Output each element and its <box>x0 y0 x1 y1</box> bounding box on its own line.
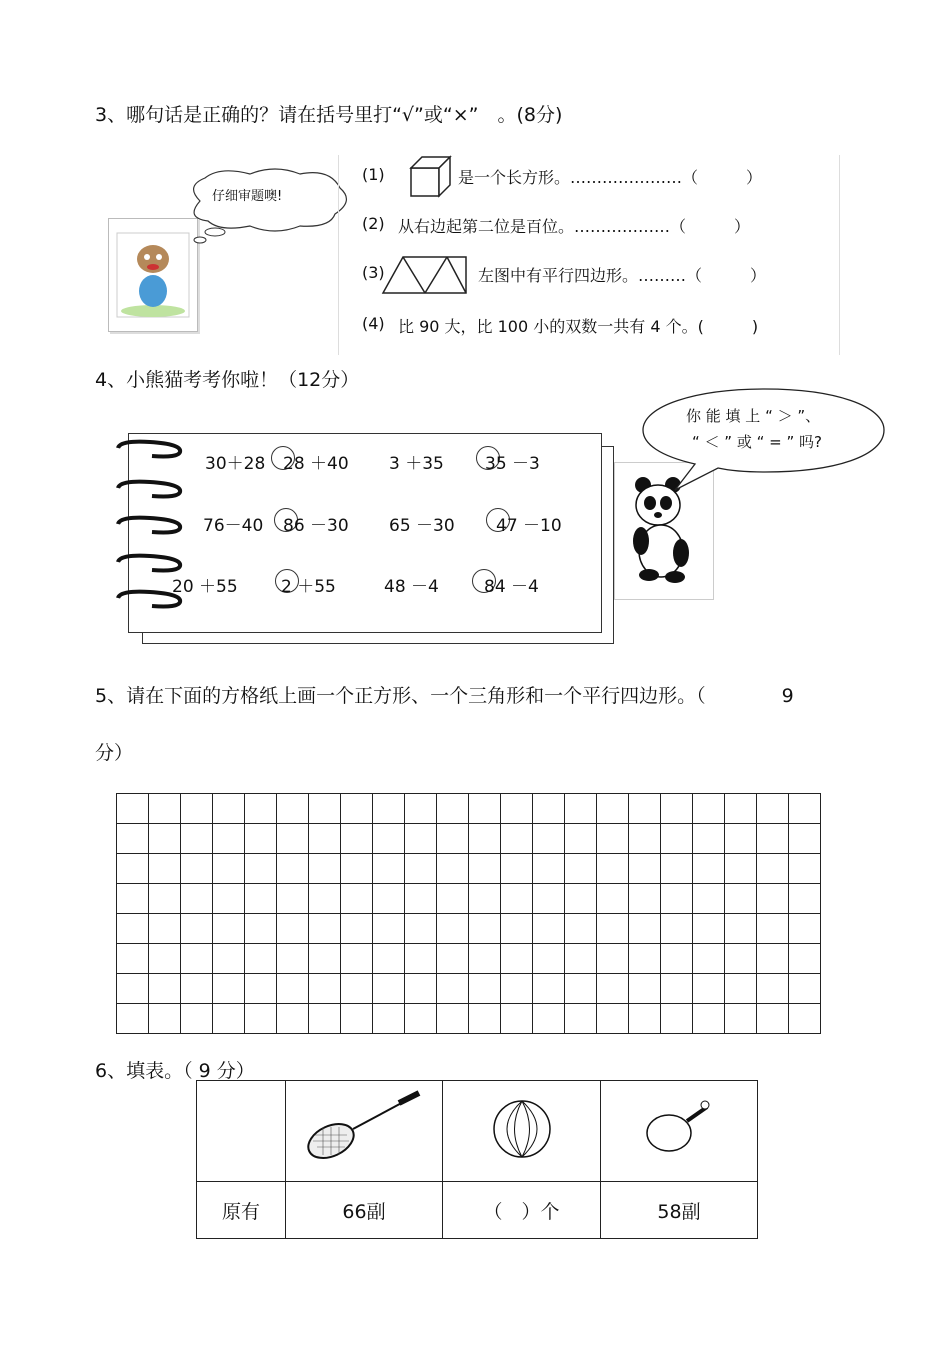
grid-cell[interactable] <box>245 794 277 824</box>
grid-cell[interactable] <box>309 944 341 974</box>
grid-cell[interactable] <box>789 1004 821 1034</box>
grid-cell[interactable] <box>309 884 341 914</box>
badminton-racket-icon <box>299 1089 429 1169</box>
grid-cell[interactable] <box>437 794 469 824</box>
grid-cell[interactable] <box>341 884 373 914</box>
grid-cell[interactable] <box>789 974 821 1004</box>
ball-count-cell[interactable]: （ ）个 <box>443 1182 601 1239</box>
expr-1-2-left: 3 ＋35 <box>389 454 444 474</box>
grid-cell[interactable] <box>501 824 533 854</box>
grid-cell[interactable] <box>437 854 469 884</box>
ball-header-cell <box>443 1081 601 1182</box>
grid-cell[interactable] <box>629 944 661 974</box>
grid-cell[interactable] <box>405 944 437 974</box>
item-1-num: (1) <box>362 165 385 184</box>
grid-cell[interactable] <box>661 914 693 944</box>
grid-cell[interactable] <box>213 974 245 1004</box>
grid-cell[interactable] <box>341 794 373 824</box>
grid-cell[interactable] <box>117 914 149 944</box>
grid-cell[interactable] <box>309 854 341 884</box>
grid-cell[interactable] <box>117 884 149 914</box>
grid-cell[interactable] <box>117 974 149 1004</box>
grid-cell[interactable] <box>533 914 565 944</box>
grid-cell[interactable] <box>597 884 629 914</box>
grid-cell[interactable] <box>533 854 565 884</box>
grid-cell[interactable] <box>597 794 629 824</box>
grid-cell[interactable] <box>565 854 597 884</box>
item-2-num: (2) <box>362 214 385 233</box>
grid-cell[interactable] <box>373 794 405 824</box>
grid-cell[interactable] <box>757 914 789 944</box>
grid-cell[interactable] <box>725 824 757 854</box>
grid-cell[interactable] <box>789 914 821 944</box>
grid-cell[interactable] <box>277 944 309 974</box>
item-3-num: (3) <box>362 263 385 282</box>
grid-cell[interactable] <box>757 884 789 914</box>
grid-cell[interactable] <box>213 944 245 974</box>
grid-cell[interactable] <box>181 974 213 1004</box>
grid-cell[interactable] <box>469 974 501 1004</box>
grid-cell[interactable] <box>117 1004 149 1034</box>
grid-cell[interactable] <box>309 1004 341 1034</box>
grid-cell[interactable] <box>245 944 277 974</box>
grid-cell[interactable] <box>437 914 469 944</box>
q3-title: 3、哪句话是正确的？请在括号里打“√”或“×” 。(8分) <box>95 104 563 126</box>
grid-cell[interactable] <box>245 974 277 1004</box>
grid-cell[interactable] <box>501 794 533 824</box>
grid-cell[interactable] <box>373 854 405 884</box>
grid-cell[interactable] <box>277 794 309 824</box>
grid-cell[interactable] <box>437 1004 469 1034</box>
grid-cell[interactable] <box>341 974 373 1004</box>
grid-cell[interactable] <box>213 794 245 824</box>
paddle-header-cell <box>601 1081 758 1182</box>
racket-count-cell: 66副 <box>286 1182 443 1239</box>
grid-cell[interactable] <box>725 854 757 884</box>
expr-2-1-right: 86 －30 <box>283 516 349 536</box>
grid-cell[interactable] <box>597 974 629 1004</box>
expr-2-1-left: 76－40 <box>203 516 264 536</box>
grid-cell[interactable] <box>469 944 501 974</box>
grid-cell[interactable] <box>693 824 725 854</box>
grid-cell[interactable] <box>533 1004 565 1034</box>
grid-cell[interactable] <box>181 794 213 824</box>
grid-cell[interactable] <box>565 824 597 854</box>
grid-cell[interactable] <box>533 824 565 854</box>
grid-cell[interactable] <box>181 944 213 974</box>
grid-cell[interactable] <box>629 1004 661 1034</box>
grid-cell[interactable] <box>501 974 533 1004</box>
grid-cell[interactable] <box>725 944 757 974</box>
expr-3-2-right: 84 －4 <box>484 577 539 597</box>
grid-cell[interactable] <box>597 854 629 884</box>
grid-cell[interactable] <box>469 824 501 854</box>
header-blank-cell <box>197 1081 286 1182</box>
grid-cell[interactable] <box>117 824 149 854</box>
grid-cell[interactable] <box>309 794 341 824</box>
item-2-text: 从右边起第二位是百位。………………（ ） <box>398 217 751 236</box>
ping-pong-paddle-icon <box>639 1097 719 1161</box>
grid-cell[interactable] <box>597 1004 629 1034</box>
grid-cell[interactable] <box>565 914 597 944</box>
grid-cell[interactable] <box>693 1004 725 1034</box>
grid-cell[interactable] <box>629 794 661 824</box>
grid-cell[interactable] <box>181 854 213 884</box>
grid-cell[interactable] <box>341 854 373 884</box>
grid-cell[interactable] <box>597 914 629 944</box>
fill-table <box>196 1080 758 1239</box>
grid-cell[interactable] <box>405 794 437 824</box>
grid-cell[interactable] <box>757 944 789 974</box>
grid-cell[interactable] <box>149 884 181 914</box>
grid-cell[interactable] <box>245 824 277 854</box>
grid-cell[interactable] <box>565 944 597 974</box>
grid-cell[interactable] <box>309 824 341 854</box>
grid-cell[interactable] <box>309 974 341 1004</box>
grid-cell[interactable] <box>597 944 629 974</box>
grid-cell[interactable] <box>629 914 661 944</box>
grid-cell[interactable] <box>661 884 693 914</box>
grid-cell[interactable] <box>373 824 405 854</box>
grid-cell[interactable] <box>725 974 757 1004</box>
expr-2-2-left: 65 －30 <box>389 516 455 536</box>
grid-cell[interactable] <box>789 794 821 824</box>
grid-cell[interactable] <box>501 884 533 914</box>
grid-cell[interactable] <box>405 884 437 914</box>
grid-cell[interactable] <box>533 794 565 824</box>
grid-cell[interactable] <box>181 884 213 914</box>
grid-cell[interactable] <box>693 854 725 884</box>
expr-1-1-left: 30＋28 <box>205 454 266 474</box>
grid-paper[interactable] <box>116 793 821 1034</box>
item-4-num: (4) <box>362 314 385 333</box>
grid-cell[interactable] <box>661 824 693 854</box>
grid-cell[interactable] <box>149 794 181 824</box>
grid-cell[interactable] <box>725 914 757 944</box>
grid-cell[interactable] <box>277 884 309 914</box>
grid-cell[interactable] <box>373 1004 405 1034</box>
grid-cell[interactable] <box>405 914 437 944</box>
grid-cell[interactable] <box>437 944 469 974</box>
grid-cell[interactable] <box>373 884 405 914</box>
grid-cell[interactable] <box>149 974 181 1004</box>
grid-cell[interactable] <box>341 944 373 974</box>
item-4-text: 比 90 大，比 100 小的双数一共有 4 个。( ) <box>398 317 759 336</box>
grid-cell[interactable] <box>149 1004 181 1034</box>
grid-cell[interactable] <box>405 974 437 1004</box>
grid-cell[interactable] <box>565 794 597 824</box>
grid-cell[interactable] <box>501 914 533 944</box>
grid-cell[interactable] <box>789 884 821 914</box>
item-3-text: 左图中有平行四边形。………（ ） <box>478 266 767 285</box>
grid-cell[interactable] <box>309 914 341 944</box>
row-label-cell: 原有 <box>197 1182 286 1239</box>
grid-cell[interactable] <box>149 944 181 974</box>
grid-cell[interactable] <box>181 914 213 944</box>
grid-cell[interactable] <box>501 1004 533 1034</box>
grid-cell[interactable] <box>565 884 597 914</box>
grid-cell[interactable] <box>533 884 565 914</box>
grid-cell[interactable] <box>181 824 213 854</box>
expr-3-1-left: 20 ＋55 <box>172 577 238 597</box>
grid-cell[interactable] <box>181 1004 213 1034</box>
grid-cell[interactable] <box>437 974 469 1004</box>
grid-cell[interactable] <box>693 914 725 944</box>
grid-cell[interactable] <box>117 854 149 884</box>
grid-cell[interactable] <box>149 824 181 854</box>
grid-cell[interactable] <box>501 854 533 884</box>
grid-cell[interactable] <box>245 1004 277 1034</box>
grid-cell[interactable] <box>757 1004 789 1034</box>
grid-cell[interactable] <box>661 974 693 1004</box>
grid-cell[interactable] <box>469 794 501 824</box>
grid-cell[interactable] <box>693 884 725 914</box>
expr-3-2-left: 48 －4 <box>384 577 439 597</box>
grid-cell[interactable] <box>725 794 757 824</box>
grid-cell[interactable] <box>213 914 245 944</box>
cube-icon <box>408 154 454 198</box>
grid-cell[interactable] <box>661 854 693 884</box>
thought-bubble <box>180 166 355 246</box>
q5-title-line1: 5、请在下面的方格纸上画一个正方形、一个三角形和一个平行四边形。（ 9 <box>95 685 794 707</box>
grid-cell[interactable] <box>341 1004 373 1034</box>
grid-cell[interactable] <box>277 854 309 884</box>
grid-cell[interactable] <box>469 854 501 884</box>
grid-cell[interactable] <box>757 794 789 824</box>
q5-title-line2: 分） <box>95 742 134 764</box>
grid-cell[interactable] <box>469 1004 501 1034</box>
expr-1-1-right: 28 ＋40 <box>283 454 349 474</box>
grid-cell[interactable] <box>277 824 309 854</box>
q4-title: 4、小熊猫考考你啦！（12分） <box>95 369 360 391</box>
grid-cell[interactable] <box>117 944 149 974</box>
grid-cell[interactable] <box>149 914 181 944</box>
grid-cell[interactable] <box>661 794 693 824</box>
grid-cell[interactable] <box>565 974 597 1004</box>
grid-cell[interactable] <box>789 824 821 854</box>
grid-cell[interactable] <box>405 854 437 884</box>
grid-cell[interactable] <box>245 854 277 884</box>
grid-cell[interactable] <box>405 824 437 854</box>
item-1-text: 是一个长方形。…………………（ ） <box>458 168 763 187</box>
grid-cell[interactable] <box>757 974 789 1004</box>
speech-line-2: “ ＜ ” 或 “ = ” 吗? <box>692 433 822 451</box>
grid-cell[interactable] <box>213 854 245 884</box>
grid-cell[interactable] <box>501 944 533 974</box>
grid-cell[interactable] <box>277 974 309 1004</box>
grid-cell[interactable] <box>757 824 789 854</box>
triangles-figure <box>380 254 472 296</box>
ball-icon <box>487 1094 557 1164</box>
grid-cell[interactable] <box>213 1004 245 1034</box>
grid-cell[interactable] <box>213 884 245 914</box>
grid-cell[interactable] <box>565 1004 597 1034</box>
grid-cell[interactable] <box>341 824 373 854</box>
grid-cell[interactable] <box>277 914 309 944</box>
grid-cell[interactable] <box>533 944 565 974</box>
grid-cell[interactable] <box>373 944 405 974</box>
grid-cell[interactable] <box>469 884 501 914</box>
grid-cell[interactable] <box>693 944 725 974</box>
grid-cell[interactable] <box>213 824 245 854</box>
racket-header-cell <box>286 1081 443 1182</box>
grid-cell[interactable] <box>629 974 661 1004</box>
grid-cell[interactable] <box>693 974 725 1004</box>
grid-cell[interactable] <box>597 824 629 854</box>
paddle-count-cell: 58副 <box>601 1182 758 1239</box>
grid-cell[interactable] <box>373 914 405 944</box>
grid-cell[interactable] <box>245 914 277 944</box>
grid-cell[interactable] <box>149 854 181 884</box>
grid-cell[interactable] <box>117 794 149 824</box>
grid-cell[interactable] <box>661 944 693 974</box>
grid-cell[interactable] <box>693 794 725 824</box>
expr-1-2-right: 35 －3 <box>485 454 540 474</box>
expr-2-2-right: 47 －10 <box>496 516 562 536</box>
grid-cell[interactable] <box>661 1004 693 1034</box>
grid-cell[interactable] <box>277 1004 309 1034</box>
grid-cell[interactable] <box>629 854 661 884</box>
grid-cell[interactable] <box>437 884 469 914</box>
grid-cell[interactable] <box>437 824 469 854</box>
grid-cell[interactable] <box>629 884 661 914</box>
grid-cell[interactable] <box>789 944 821 974</box>
grid-cell[interactable] <box>533 974 565 1004</box>
grid-cell[interactable] <box>373 974 405 1004</box>
expr-3-1-right: 2 ＋55 <box>281 577 336 597</box>
grid-cell[interactable] <box>757 854 789 884</box>
grid-cell[interactable] <box>789 854 821 884</box>
bubble-text: 仔细审题噢! <box>212 189 283 204</box>
q6-title: 6、填表。（ 9 分） <box>95 1060 255 1082</box>
grid-cell[interactable] <box>725 884 757 914</box>
grid-cell[interactable] <box>405 1004 437 1034</box>
grid-cell[interactable] <box>341 914 373 944</box>
grid-cell[interactable] <box>245 884 277 914</box>
grid-cell[interactable] <box>469 914 501 944</box>
grid-cell[interactable] <box>725 1004 757 1034</box>
grid-cell[interactable] <box>629 824 661 854</box>
speech-line-1: 你 能 填 上 “ ＞ ”、 <box>686 407 821 425</box>
